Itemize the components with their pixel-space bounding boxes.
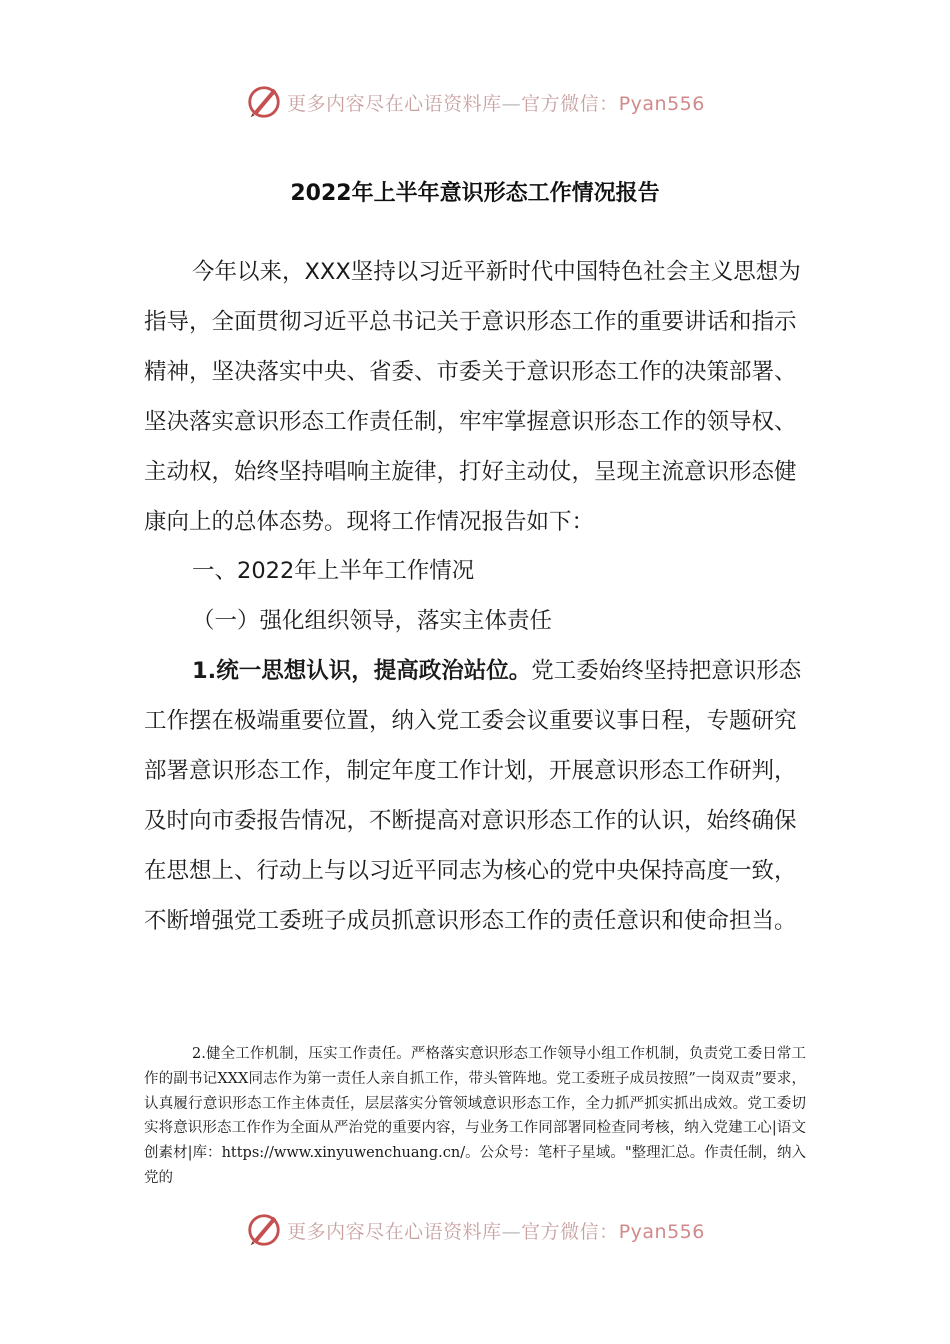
item1-lead: 1.统一思想认识，提高政治站位。 <box>192 658 532 685</box>
banner-site-name: 更多内容尽在心语资料库 <box>287 92 502 115</box>
item1-paragraph <box>144 647 814 946</box>
banner-wechat-label: 官方微信： <box>521 1220 619 1243</box>
document-body <box>144 248 814 947</box>
banner-wechat-id: Pyan556 <box>618 92 705 115</box>
banner-separator: — <box>501 92 522 115</box>
quill-pen-logo-icon <box>245 83 283 121</box>
banner-text <box>287 1217 705 1244</box>
item1-body: 党工委始终坚持把意识形态工作摆在极端重要位置，纳入党工委会议重要议事日程，专题研究部署意识形态工作，制定年度工作计划，开展意识形态工作研判，及时向市委报告情况，不断提高对意识形态工作的认识，始终确保在思想上、行动上与以习近平同志为核心的党中央保持高度一致，不断增强党工委班子成员抓意识形态工作的责任意识和使命担当。 <box>144 658 802 934</box>
banner-wechat-label: 官方微信： <box>521 92 619 115</box>
quill-pen-logo-icon <box>245 1211 283 1249</box>
banner-site-name: 更多内容尽在心语资料库 <box>287 1220 502 1243</box>
document-title: 2022年上半年意识形态工作情况报告 <box>290 181 660 206</box>
banner-wechat-id: Pyan556 <box>618 1220 705 1243</box>
banner-text <box>287 89 705 116</box>
footer-banner <box>0 1208 950 1252</box>
section-heading: 一、2022年上半年工作情况 <box>192 558 475 585</box>
banner-separator: — <box>501 1220 522 1243</box>
subsection-heading: （一）强化组织领导，落实主体责任 <box>192 608 553 635</box>
item2-paragraph: 2.健全工作机制，压实工作责任。严格落实意识形态工作领导小组工作机制，负责党工委日常工作的副书记XXX同志作为第一责任人亲自抓工作，带头管阵地。党工委班子成员按照”一岗双责”要求，认真履行意识形态工作主体责任，层层落实分管领域意识形态工作，全力抓严抓实抓出成效。党工委切实将意识形态工作作为全面从严治党的重要内容，与业务工作同部署同检查同考核，纳入党建工心|语文创素材|库：https://www.xinyuwenchuang.cn/。公众号：笔杆子星域。"整理汇总。作责任制，纳入党的 <box>144 1046 806 1186</box>
intro-paragraph: 今年以来，XXX坚持以习近平新时代中国特色社会主义思想为指导，全面贯彻习近平总书记关于意识形态工作的重要讲话和指示精神，坚决落实中央、省委、市委关于意识形态工作的决策部署、坚决落实意识形态工作责任制，牢牢掌握意识形态工作的领导权、主动权，始终坚持唱响主旋律，打好主动仗，呈现主流意识形态健康向上的总体态势。现将工作情况报告如下： <box>144 259 801 535</box>
header-banner <box>0 80 950 124</box>
